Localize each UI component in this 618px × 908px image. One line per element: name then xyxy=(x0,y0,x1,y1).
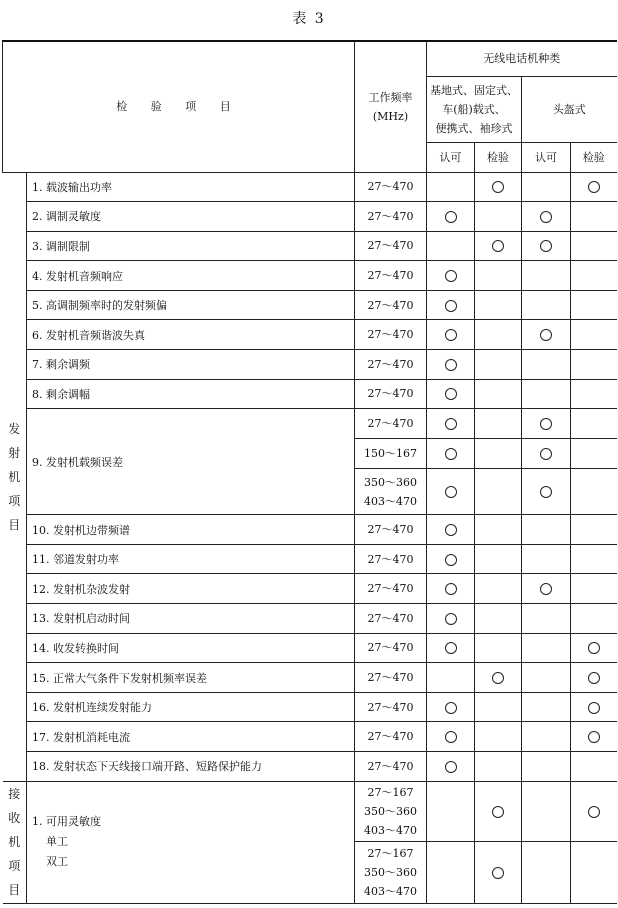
freq-cell xyxy=(355,722,427,752)
table-row xyxy=(3,379,617,409)
mark-cell xyxy=(427,290,475,320)
freq-value: 150～167 xyxy=(364,447,417,461)
mark-cell xyxy=(427,409,475,439)
circle-mark-icon xyxy=(445,554,457,566)
circle-mark-icon xyxy=(445,761,457,773)
circle-mark-icon xyxy=(492,672,504,684)
table-row xyxy=(3,781,617,841)
circle-mark-icon xyxy=(445,524,457,536)
mark-cell xyxy=(571,841,617,903)
mark-cell xyxy=(522,350,571,380)
freq-value: 27～470 xyxy=(367,671,414,685)
freq-value: 350～360 xyxy=(364,804,417,818)
freq-cell xyxy=(355,320,427,350)
mark-cell xyxy=(475,722,522,752)
freq-cell xyxy=(355,663,427,693)
freq-value: 27～167 xyxy=(367,785,414,799)
circle-mark-icon xyxy=(588,731,600,743)
mark-cell xyxy=(427,574,475,604)
mark-cell xyxy=(475,202,522,232)
mark-cell xyxy=(475,692,522,722)
freq-value: 27～470 xyxy=(367,523,414,537)
freq-cell xyxy=(355,439,427,469)
freq-value: 403～470 xyxy=(364,884,417,898)
mark-cell xyxy=(522,379,571,409)
item-label: 3. 调制限制 xyxy=(27,231,355,261)
freq-cell xyxy=(355,841,427,903)
mark-cell xyxy=(522,172,571,202)
freq-cell xyxy=(355,350,427,380)
table-row xyxy=(3,574,617,604)
mark-cell xyxy=(522,841,571,903)
freq-cell xyxy=(355,469,427,515)
type-a-line: 基地式、固定式、 xyxy=(430,83,518,97)
table-row xyxy=(3,752,617,782)
circle-mark-icon xyxy=(445,211,457,223)
circle-mark-icon xyxy=(445,329,457,341)
mark-cell xyxy=(475,604,522,634)
type-group-header: 无线电话机种类 xyxy=(427,41,617,76)
mark-cell xyxy=(522,663,571,693)
circle-mark-icon xyxy=(588,672,600,684)
item-header-label: 检 验 项 目 xyxy=(116,100,241,114)
freq-value: 350～360 xyxy=(364,865,417,879)
freq-cell xyxy=(355,574,427,604)
item-label: 11. 邻道发射功率 xyxy=(27,544,355,574)
category-char: 项 xyxy=(8,859,21,874)
header-row-1 xyxy=(3,41,617,76)
item-label: 9. 发射机载频误差 xyxy=(27,409,355,515)
freq-value: 27～470 xyxy=(367,269,414,283)
freq-value: 27～470 xyxy=(367,239,414,253)
mark-cell xyxy=(475,544,522,574)
freq-value: 350～360 xyxy=(364,475,417,489)
mark-cell xyxy=(522,202,571,232)
freq-value: 27～470 xyxy=(367,209,414,223)
item-label: 12. 发射机杂波发射 xyxy=(27,574,355,604)
mark-cell xyxy=(427,544,475,574)
item-label: 2. 调制灵敏度 xyxy=(27,202,355,232)
freq-value: 27～470 xyxy=(367,641,414,655)
freq-value: 27～470 xyxy=(367,582,414,596)
item-label: 1. 载波输出功率 xyxy=(27,172,355,202)
mark-cell xyxy=(427,515,475,545)
table-body xyxy=(3,41,617,903)
mark-cell xyxy=(522,290,571,320)
category-char: 项 xyxy=(8,493,21,508)
freq-cell xyxy=(355,409,427,439)
mark-cell xyxy=(475,320,522,350)
freq-cell xyxy=(355,379,427,409)
mark-cell xyxy=(571,604,617,634)
type-a-line: 便携式、袖珍式 xyxy=(435,121,513,135)
table-title: 表 3 xyxy=(292,11,326,27)
table-row xyxy=(3,290,617,320)
freq-cell xyxy=(355,515,427,545)
freq-value: 27～470 xyxy=(367,328,414,342)
inspection-table xyxy=(2,40,617,904)
mark-cell xyxy=(427,841,475,903)
freq-cell xyxy=(355,231,427,261)
item-label: 5. 高调制频率时的发射频偏 xyxy=(27,290,355,320)
circle-mark-icon xyxy=(492,240,504,252)
mark-cell xyxy=(475,290,522,320)
circle-mark-icon xyxy=(492,806,504,818)
freq-value: 27～470 xyxy=(367,357,414,371)
table-row xyxy=(3,172,617,202)
mark-cell xyxy=(427,752,475,782)
freq-cell xyxy=(355,261,427,291)
category-char: 发 xyxy=(8,421,21,436)
mark-cell xyxy=(427,722,475,752)
item-label: 10. 发射机边带频谱 xyxy=(27,515,355,545)
freq-value: 403～470 xyxy=(364,823,417,837)
circle-mark-icon xyxy=(540,418,552,430)
table-row xyxy=(3,663,617,693)
circle-mark-icon xyxy=(588,806,600,818)
freq-value: 27～470 xyxy=(367,298,414,312)
freq-cell xyxy=(355,781,427,841)
mark-cell xyxy=(522,722,571,752)
circle-mark-icon xyxy=(445,731,457,743)
mark-cell xyxy=(571,350,617,380)
circle-mark-icon xyxy=(445,642,457,654)
mark-cell xyxy=(475,781,522,841)
mark-cell xyxy=(522,469,571,515)
table-row xyxy=(3,604,617,634)
table-row xyxy=(3,350,617,380)
circle-mark-icon xyxy=(445,486,457,498)
mark-cell xyxy=(571,781,617,841)
circle-mark-icon xyxy=(540,240,552,252)
category-char: 射 xyxy=(8,445,21,460)
table-row xyxy=(3,722,617,752)
mark-cell xyxy=(427,202,475,232)
mark-cell xyxy=(427,469,475,515)
mark-cell xyxy=(571,409,617,439)
circle-mark-icon xyxy=(588,181,600,193)
item-label: 15. 正常大气条件下发射机频率误差 xyxy=(27,663,355,693)
category-char: 机 xyxy=(8,469,21,484)
mark-cell xyxy=(571,261,617,291)
mark-cell xyxy=(475,752,522,782)
mark-cell xyxy=(571,692,617,722)
circle-mark-icon xyxy=(492,181,504,193)
mark-cell xyxy=(427,781,475,841)
item-label-line: 1. 可用灵敏度 xyxy=(32,815,101,829)
mark-cell xyxy=(571,202,617,232)
item-label: 14. 收发转换时间 xyxy=(27,633,355,663)
mark-cell xyxy=(522,439,571,469)
table-row xyxy=(3,409,617,439)
mark-cell xyxy=(475,379,522,409)
freq-value: 27～470 xyxy=(367,417,414,431)
category-cell xyxy=(3,172,27,781)
mark-cell xyxy=(571,515,617,545)
mark-cell xyxy=(427,604,475,634)
table-row xyxy=(3,544,617,574)
mark-cell xyxy=(475,409,522,439)
type-b-header: 头盔式 xyxy=(522,76,617,142)
freq-value: 27～470 xyxy=(367,552,414,566)
mark-cell xyxy=(571,379,617,409)
mark-cell xyxy=(571,722,617,752)
freq-cell xyxy=(355,692,427,722)
circle-mark-icon xyxy=(445,300,457,312)
freq-cell xyxy=(355,172,427,202)
mark-cell xyxy=(475,515,522,545)
mark-cell xyxy=(522,692,571,722)
mark-cell xyxy=(522,752,571,782)
circle-mark-icon xyxy=(540,583,552,595)
mark-cell xyxy=(475,172,522,202)
type-a-line: 车(船)载式、 xyxy=(442,102,506,116)
type-b-inspect-header: 检验 xyxy=(571,142,617,172)
freq-cell xyxy=(355,633,427,663)
mark-cell xyxy=(522,261,571,291)
table-row xyxy=(3,202,617,232)
circle-mark-icon xyxy=(445,702,457,714)
mark-cell xyxy=(427,692,475,722)
mark-cell xyxy=(475,439,522,469)
category-cell xyxy=(3,781,27,903)
item-label: 6. 发射机音频谐波失真 xyxy=(27,320,355,350)
mark-cell xyxy=(522,320,571,350)
mark-cell xyxy=(571,752,617,782)
circle-mark-icon xyxy=(445,359,457,371)
freq-cell xyxy=(355,202,427,232)
mark-cell xyxy=(571,439,617,469)
item-label: 4. 发射机音频响应 xyxy=(27,261,355,291)
category-char: 机 xyxy=(8,835,21,850)
circle-mark-icon xyxy=(588,642,600,654)
table-row xyxy=(3,692,617,722)
type-a-approve-header: 认可 xyxy=(427,142,475,172)
item-label: 17. 发射机消耗电流 xyxy=(27,722,355,752)
mark-cell xyxy=(475,350,522,380)
mark-cell xyxy=(571,290,617,320)
mark-cell xyxy=(522,781,571,841)
circle-mark-icon xyxy=(540,329,552,341)
mark-cell xyxy=(571,231,617,261)
item-header xyxy=(3,41,355,172)
mark-cell xyxy=(522,633,571,663)
freq-cell xyxy=(355,604,427,634)
type-b-approve-header: 认可 xyxy=(522,142,571,172)
mark-cell xyxy=(475,261,522,291)
circle-mark-icon xyxy=(492,867,504,879)
type-a-inspect-header: 检验 xyxy=(475,142,522,172)
freq-value: 27～470 xyxy=(367,759,414,773)
mark-cell xyxy=(475,574,522,604)
table-row xyxy=(3,320,617,350)
item-label-line: 双工 xyxy=(46,855,68,869)
mark-cell xyxy=(427,379,475,409)
circle-mark-icon xyxy=(445,418,457,430)
mark-cell xyxy=(571,320,617,350)
item-label-line: 单工 xyxy=(46,835,68,849)
mark-cell xyxy=(475,231,522,261)
category-char: 目 xyxy=(8,517,21,532)
mark-cell xyxy=(427,633,475,663)
mark-cell xyxy=(427,350,475,380)
item-label: 16. 发射机连续发射能力 xyxy=(27,692,355,722)
table-row xyxy=(3,633,617,663)
mark-cell xyxy=(522,231,571,261)
mark-cell xyxy=(475,469,522,515)
freq-header-unit: (MHz) xyxy=(372,109,409,123)
mark-cell xyxy=(571,469,617,515)
mark-cell xyxy=(522,409,571,439)
mark-cell xyxy=(475,663,522,693)
item-label: 8. 剩余调幅 xyxy=(27,379,355,409)
mark-cell xyxy=(427,320,475,350)
type-a-header xyxy=(427,76,522,142)
circle-mark-icon xyxy=(588,702,600,714)
circle-mark-icon xyxy=(540,448,552,460)
freq-cell xyxy=(355,290,427,320)
mark-cell xyxy=(427,231,475,261)
circle-mark-icon xyxy=(445,583,457,595)
circle-mark-icon xyxy=(540,486,552,498)
mark-cell xyxy=(522,574,571,604)
mark-cell xyxy=(571,663,617,693)
mark-cell xyxy=(571,544,617,574)
circle-mark-icon xyxy=(445,270,457,282)
table-row xyxy=(3,231,617,261)
mark-cell xyxy=(427,663,475,693)
category-char: 接 xyxy=(8,787,21,802)
mark-cell xyxy=(427,261,475,291)
mark-cell xyxy=(571,574,617,604)
table-row xyxy=(3,515,617,545)
category-char: 收 xyxy=(8,811,21,826)
freq-value: 27～167 xyxy=(367,846,414,860)
circle-mark-icon xyxy=(445,388,457,400)
circle-mark-icon xyxy=(445,613,457,625)
mark-cell xyxy=(475,633,522,663)
circle-mark-icon xyxy=(540,211,552,223)
item-label xyxy=(27,781,355,903)
freq-cell xyxy=(355,752,427,782)
freq-value: 27～470 xyxy=(367,180,414,194)
mark-cell xyxy=(427,439,475,469)
item-label: 18. 发射状态下天线接口端开路、短路保护能力 xyxy=(27,752,355,782)
freq-value: 27～470 xyxy=(367,387,414,401)
mark-cell xyxy=(427,172,475,202)
freq-cell xyxy=(355,544,427,574)
table-row xyxy=(3,261,617,291)
freq-value: 27～470 xyxy=(367,700,414,714)
mark-cell xyxy=(571,633,617,663)
mark-cell xyxy=(522,604,571,634)
item-label: 13. 发射机启动时间 xyxy=(27,604,355,634)
freq-header-label: 工作频率 xyxy=(368,90,413,104)
circle-mark-icon xyxy=(445,448,457,460)
mark-cell xyxy=(571,172,617,202)
freq-value: 27～470 xyxy=(367,611,414,625)
mark-cell xyxy=(522,515,571,545)
freq-header xyxy=(355,41,427,172)
category-char: 目 xyxy=(8,883,21,898)
mark-cell xyxy=(522,544,571,574)
mark-cell xyxy=(475,841,522,903)
freq-value: 403～470 xyxy=(364,494,417,508)
item-label: 7. 剩余调频 xyxy=(27,350,355,380)
freq-value: 27～470 xyxy=(367,730,414,744)
